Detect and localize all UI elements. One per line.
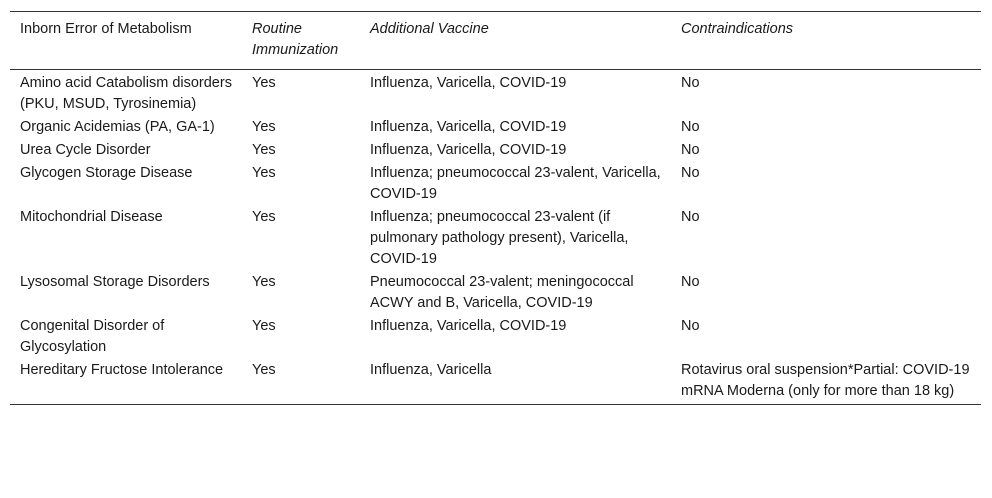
cell-contraindication: No [681, 142, 700, 158]
immunization-table [10, 11, 981, 405]
table-header [10, 12, 981, 70]
cell-condition: Organic Acidemias (PA, GA-1) [20, 119, 215, 135]
table-row [10, 117, 981, 140]
cell-contraindication: No [681, 274, 700, 290]
header-condition: Inborn Error of Metabolism [20, 21, 192, 37]
cell-contraindication: No [681, 75, 700, 91]
cell-condition: Mitochondrial Disease [20, 209, 163, 225]
cell-contraindication: No [681, 165, 700, 181]
table-row [10, 272, 981, 316]
table-row [10, 207, 981, 272]
cell-routine: Yes [252, 119, 276, 135]
header-row [10, 12, 981, 70]
cell-contraindication: No [681, 209, 700, 225]
cell-contraindication: No [681, 318, 700, 334]
cell-condition: Urea Cycle Disorder [20, 142, 151, 158]
cell-condition: Glycogen Storage Disease [20, 165, 193, 181]
table-body [10, 70, 981, 405]
cell-routine: Yes [252, 318, 276, 334]
cell-routine: Yes [252, 142, 276, 158]
header-routine-immunization: Routine Immunization [252, 21, 339, 58]
cell-vaccine: Influenza, Varicella, COVID-19 [370, 142, 567, 158]
header-additional-vaccine: Additional Vaccine [370, 21, 489, 37]
table-row [10, 140, 981, 163]
cell-vaccine: Influenza, Varicella, COVID-19 [370, 318, 567, 334]
cell-routine: Yes [252, 165, 276, 181]
cell-vaccine: Pneumococcal 23-valent; meningococcal ACWY and B, Varicella, COVID-19 [370, 274, 634, 311]
cell-vaccine: Influenza, Varicella, COVID-19 [370, 119, 567, 135]
cell-routine: Yes [252, 362, 276, 378]
cell-routine: Yes [252, 209, 276, 225]
immunization-table-container [10, 11, 981, 405]
table-row [10, 163, 981, 207]
cell-condition: Amino acid Catabolism disorders (PKU, MSUD, Tyrosinemia) [20, 75, 232, 112]
cell-contraindication: No [681, 119, 700, 135]
cell-vaccine: Influenza; pneumococcal 23-valent, Varicella, COVID-19 [370, 165, 661, 202]
cell-condition: Hereditary Fructose Intolerance [20, 362, 224, 378]
header-contraindications: Contraindications [681, 21, 794, 37]
table-row [10, 360, 981, 405]
cell-vaccine: Influenza, Varicella, COVID-19 [370, 75, 567, 91]
cell-vaccine: Influenza; pneumococcal 23-valent (if pulmonary pathology present), Varicella, COVID-19 [370, 209, 629, 267]
table-row [10, 316, 981, 360]
table-row [10, 70, 981, 118]
cell-routine: Yes [252, 75, 276, 91]
cell-condition: Lysosomal Storage Disorders [20, 274, 210, 290]
cell-condition: Congenital Disorder of Glycosylation [20, 318, 165, 355]
cell-vaccine: Influenza, Varicella [370, 362, 492, 378]
cell-contraindication: Rotavirus oral suspension*Partial: COVID-19 mRNA Moderna (only for more than 18 kg) [681, 362, 970, 399]
cell-routine: Yes [252, 274, 276, 290]
